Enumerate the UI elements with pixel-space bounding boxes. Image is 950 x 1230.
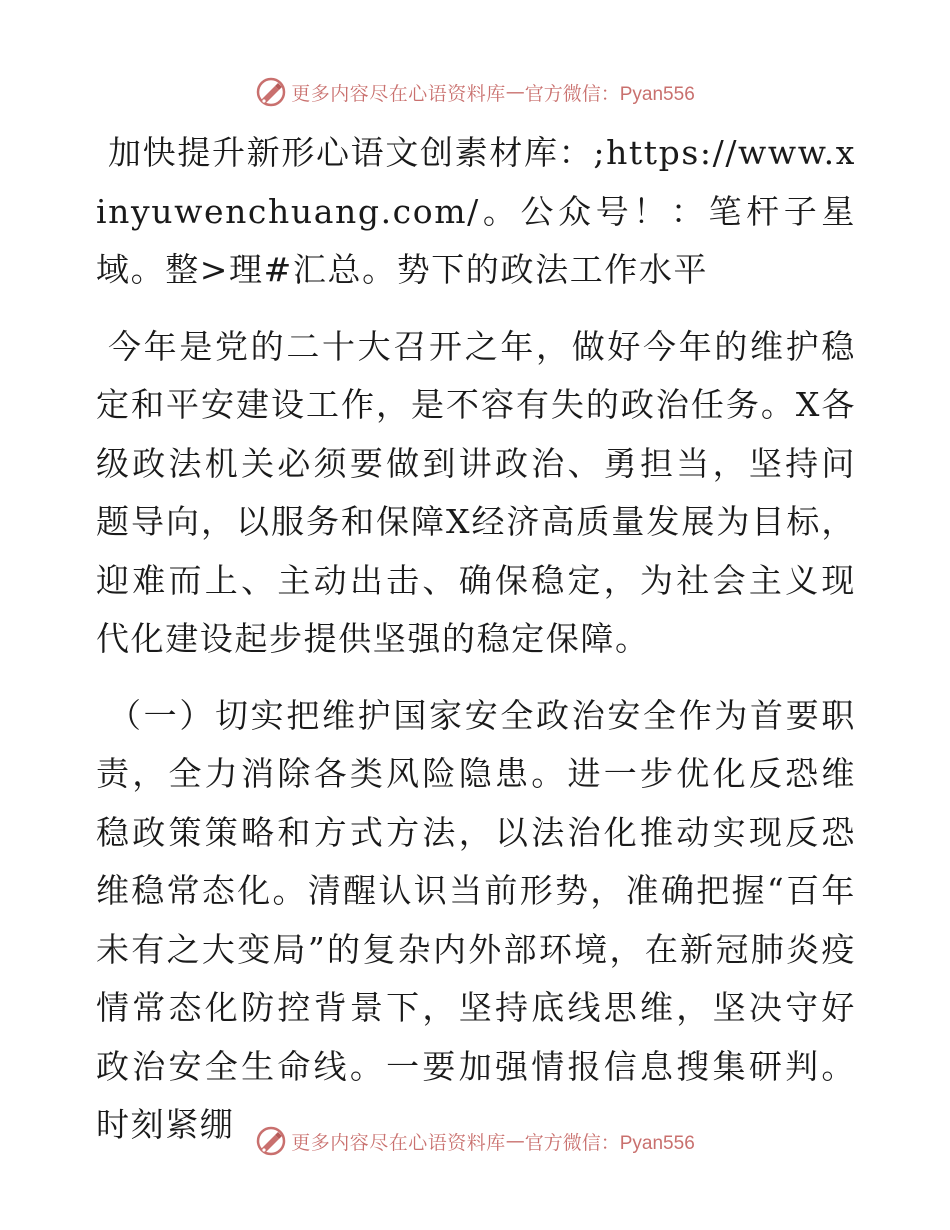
pen-logo-icon bbox=[255, 76, 287, 108]
header-watermark bbox=[0, 72, 950, 112]
watermark-text: 更多内容尽在心语资料库 bbox=[291, 1131, 506, 1154]
watermark-wechat: 官方微信：Pyan556 bbox=[524, 83, 695, 105]
paragraph-2: 今年是党的二十大召开之年，做好今年的维护稳定和平安建设工作，是不容有失的政治任务。X各级政法机关必须要做到讲政治、勇担当，坚持问题导向，以服务和保障X经济高质量发展为目标，迎难而上、主动出击、确保稳定，为社会主义现代化建设起步提供坚强的稳定保障。 bbox=[96, 326, 856, 658]
watermark-wechat: 官方微信：Pyan556 bbox=[524, 1132, 695, 1154]
paragraph-1: 加快提升新形心语文创素材库：;https://www.xinyuwenchuang.com/。公众号！：笔杆子星域。整>理#汇总。势下的政法工作水平 bbox=[96, 133, 856, 289]
pen-logo-icon bbox=[255, 1125, 287, 1157]
watermark-text: 更多内容尽在心语资料库 bbox=[291, 82, 506, 105]
watermark-separator: — bbox=[505, 81, 525, 103]
paragraph-3: （一）切实把维护国家安全政治安全作为首要职责，全力消除各类风险隐患。进一步优化反恐维稳政策策略和方式方法，以法治化推动实现反恐维稳常态化。清醒认识当前形势，准确把握“百年未有之大变局”的复杂内外部环境，在新冠肺炎疫情常态化防控背景下，坚持底线思维，坚决守好政治安全生命线。一要加强情报信息搜集研判。时刻紧绷 bbox=[96, 695, 856, 1144]
footer-watermark bbox=[0, 1121, 950, 1161]
document-body bbox=[96, 124, 856, 1155]
watermark-separator: — bbox=[505, 1130, 525, 1152]
